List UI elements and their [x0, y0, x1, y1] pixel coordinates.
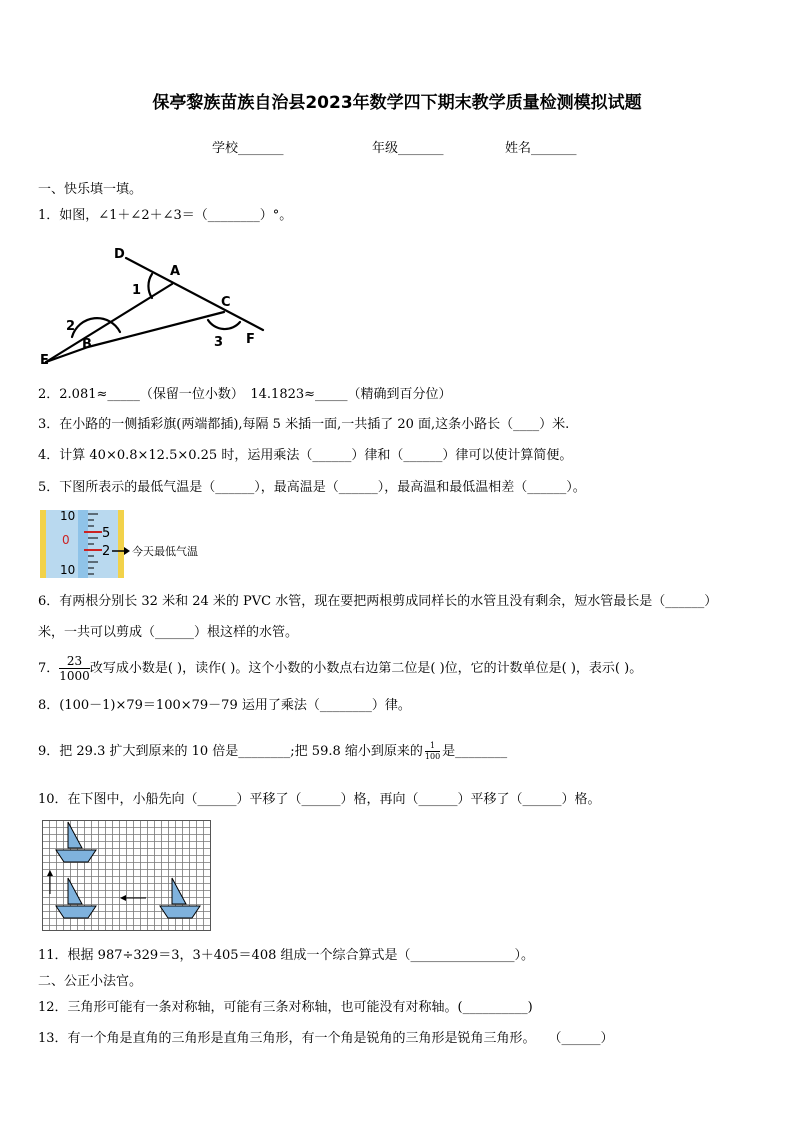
label-c: C	[221, 295, 231, 310]
page-title: 保亭黎族苗族自治县2023年数学四下期末教学质量检测模拟试题	[152, 93, 642, 113]
label-d: D	[114, 247, 125, 262]
name-field: 姓名_______	[505, 141, 577, 156]
arrow-head	[124, 547, 130, 555]
boat-left-hull	[56, 906, 96, 918]
question-7-prefix: 7．	[38, 661, 60, 676]
label-f: F	[246, 332, 255, 347]
boat-right-sail	[172, 878, 186, 904]
mark-low: 2	[102, 544, 111, 559]
question-9-suffix: 是________	[442, 744, 508, 759]
question-7	[38, 654, 642, 684]
thermometer-figure	[40, 510, 210, 578]
thermometer-caption: 今天最低气温	[132, 545, 198, 558]
boat-grid-figure	[42, 820, 212, 932]
question-6a: 6．有两根分别长 32 米和 24 米的 PVC 水管，现在要把两根剪成同样长的水管且没有剩余，短水管最长是（______）	[38, 594, 718, 609]
question-5: 5．下图所表示的最低气温是（______），最高温是（______），最高温和最低温相差（______）。	[38, 480, 586, 495]
thermometer-frame-right	[118, 510, 124, 578]
line-b-c	[88, 312, 224, 347]
question-12: 12．三角形可能有一条对称轴，可能有三条对称轴，也可能没有对称轴。(__________)	[38, 1000, 533, 1015]
fraction-1-100: $\frac{1}{100}$	[424, 741, 441, 761]
boat-right-hull	[160, 906, 200, 918]
question-9	[38, 738, 507, 766]
question-1: 1．如图，∠1＋∠2＋∠3＝（________）°。	[38, 208, 293, 223]
boat-top-hull	[56, 850, 96, 862]
question-7-rest: 改写成小数是( )，读作( )。这个小数的小数点右边第二位是( )位，它的计数单位是( )，表示( )。	[89, 661, 643, 676]
school-field: 学校_______	[212, 141, 284, 156]
left-arrow-head	[120, 895, 126, 901]
question-4: 4．计算 40×0.8×12.5×0.25 时，运用乘法（______）律和（______）律可以使计算简便。	[38, 448, 573, 463]
question-8: 8．(100－1)×79＝100×79－79 运用了乘法（________）律。	[38, 698, 411, 713]
tick-top: 10	[60, 510, 76, 523]
angle-figure	[38, 240, 278, 370]
question-9-prefix: 9．把 29.3 扩大到原来的 10 倍是________;把 59.8 缩小到原来的	[38, 744, 423, 759]
label-a: A	[170, 264, 181, 279]
grade-field: 年级_______	[372, 141, 444, 156]
thermometer-frame-left	[40, 510, 46, 578]
fraction-23-1000: $\frac{23}{1000}$	[59, 654, 90, 683]
up-arrow-head	[47, 870, 53, 876]
question-11: 11．根据 987÷329＝3，3＋405＝408 组成一个综合算式是（________________）。	[38, 948, 534, 963]
line-e-b-a	[46, 284, 172, 362]
tick-bottom: 10	[60, 563, 76, 577]
thermometer-column	[78, 510, 88, 578]
boat-top-sail	[68, 822, 82, 848]
question-10: 10．在下图中，小船先向（______）平移了（______）格，再向（______）平移了（______）格。	[38, 792, 601, 807]
question-3: 3．在小路的一侧插彩旗(两端都插),每隔 5 米插一面,一共插了 20 面,这条小路长（____）米.	[38, 417, 570, 432]
section-heading-2: 二、公正小法官。	[38, 974, 143, 989]
tick-zero: 0	[62, 533, 70, 547]
question-6b: 米，一共可以剪成（______）根这样的水管。	[38, 625, 299, 640]
boat-left-sail	[68, 878, 82, 904]
label-b: B	[82, 337, 92, 352]
mark-high: 5	[102, 526, 111, 541]
question-2: 2．2.081≈_____（保留一位小数） 14.1823≈_____（精确到百分位）	[38, 387, 452, 402]
label-e: E	[40, 353, 49, 368]
question-13: 13．有一个角是直角的三角形是直角三角形，有一个角是锐角的三角形是锐角三角形。 （______）	[38, 1031, 614, 1046]
label-1: 1	[132, 283, 142, 298]
angle-arc-1	[148, 274, 152, 298]
angle-arc-3	[208, 320, 240, 329]
section-heading-1: 一、快乐填一填。	[38, 182, 143, 197]
label-3: 3	[214, 335, 224, 350]
label-2: 2	[66, 319, 76, 334]
